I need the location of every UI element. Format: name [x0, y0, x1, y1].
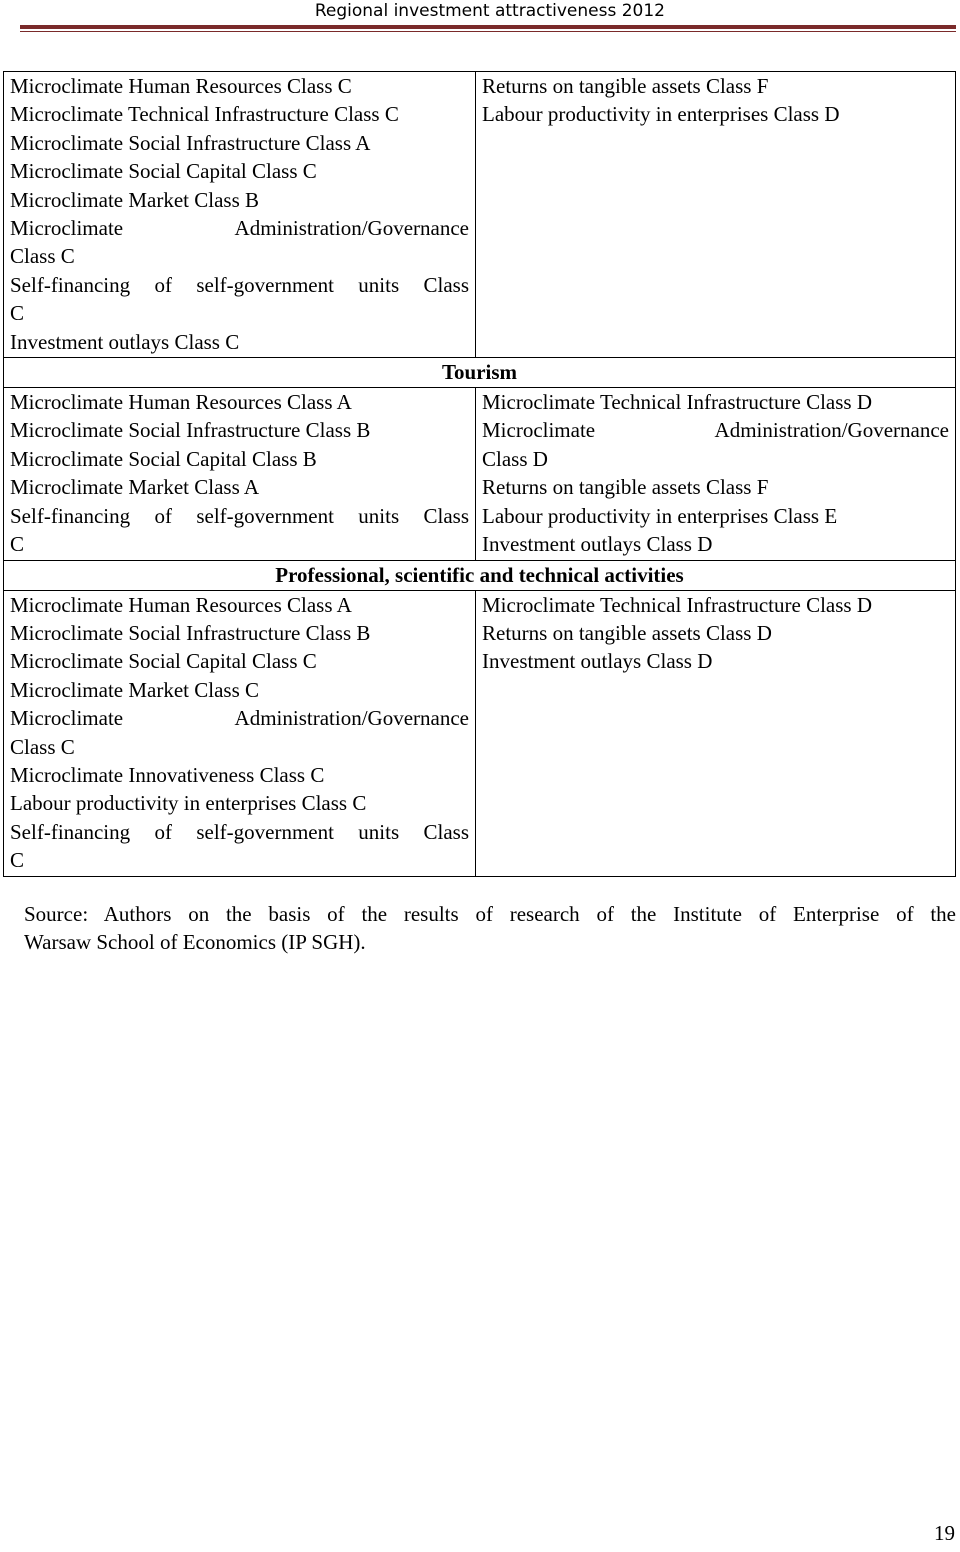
table-section-row — [4, 560, 956, 590]
cell-line: Self-financing of self-government units Class — [10, 503, 469, 528]
table-cell-right — [476, 590, 956, 876]
cell-line: Class C — [10, 734, 75, 759]
cell-line: Microclimate Technical Infrastructure Class D — [482, 390, 872, 415]
cell-line: Class D — [482, 446, 548, 471]
table-cell-right — [476, 388, 956, 560]
cell-line: C — [10, 532, 25, 557]
source-note — [24, 900, 956, 957]
running-header — [0, 0, 960, 22]
table-cell-right — [476, 72, 956, 358]
table-cell-left — [4, 388, 476, 560]
classification-table — [3, 71, 956, 877]
source-line: Source: Authors on the basis of the results of research of the Institute of Enterprise of the — [24, 902, 956, 926]
cell-line: Labour productivity in enterprises Class C — [10, 791, 367, 816]
table-row — [4, 72, 956, 358]
cell-line: Labour productivity in enterprises Class D — [482, 102, 840, 127]
running-header-title: Regional investment attractiveness 2012 — [314, 1, 665, 21]
source-line: Warsaw School of Economics (IP SGH). — [24, 930, 366, 955]
page-number: 19 — [934, 1521, 955, 1545]
cell-line: Microclimate Market Class C — [10, 677, 260, 702]
cell-line: Microclimate Innovativeness Class C — [10, 762, 325, 787]
cell-line: Microclimate Human Resources Class C — [10, 74, 352, 98]
cell-line: Returns on tangible assets Class F — [482, 74, 769, 98]
table-cell-left — [4, 72, 476, 358]
cell-line: Microclimate Social Capital Class B — [10, 446, 317, 471]
cell-line: Microclimate Market Class A — [10, 475, 260, 500]
cell-line: Returns on tangible assets Class F — [482, 475, 769, 500]
section-heading: Tourism — [4, 358, 956, 388]
cell-line: Self-financing of self-government units Class — [10, 819, 469, 844]
table-cell-left — [4, 590, 476, 876]
cell-line: Microclimate Social Infrastructure Class B — [10, 418, 371, 443]
cell-line: Returns on tangible assets Class D — [482, 620, 772, 645]
cell-line: Microclimate Administration/Governance — [10, 706, 469, 731]
cell-line: Microclimate Technical Infrastructure Class D — [482, 592, 872, 617]
cell-line: C — [10, 301, 25, 326]
cell-line: Class C — [10, 244, 75, 269]
cell-line: Labour productivity in enterprises Class E — [482, 503, 838, 528]
cell-line: Microclimate Market Class B — [10, 187, 260, 212]
cell-line: C — [10, 848, 25, 873]
cell-line: Microclimate Administration/Governance — [482, 418, 949, 443]
cell-line: Microclimate Human Resources Class A — [10, 390, 352, 415]
cell-line: Microclimate Technical Infrastructure Class C — [10, 102, 399, 127]
header-rule-thin — [20, 31, 956, 32]
cell-line: Investment outlays Class D — [482, 532, 713, 557]
cell-line: Microclimate Social Capital Class C — [10, 159, 317, 184]
cell-line: Investment outlays Class D — [482, 649, 713, 674]
table-row — [4, 388, 956, 560]
cell-line: Microclimate Social Infrastructure Class A — [10, 130, 371, 155]
cell-line: Self-financing of self-government units Class — [10, 272, 469, 297]
cell-line: Microclimate Administration/Governance — [10, 216, 469, 241]
cell-line: Investment outlays Class C — [10, 329, 240, 354]
cell-line: Microclimate Social Infrastructure Class B — [10, 620, 371, 645]
cell-line: Microclimate Social Capital Class C — [10, 649, 317, 674]
header-rule-thick — [20, 25, 956, 29]
cell-line: Microclimate Human Resources Class A — [10, 592, 352, 617]
table-section-row — [4, 358, 956, 388]
section-heading: Professional, scientific and technical activities — [4, 560, 956, 590]
table-row — [4, 590, 956, 876]
